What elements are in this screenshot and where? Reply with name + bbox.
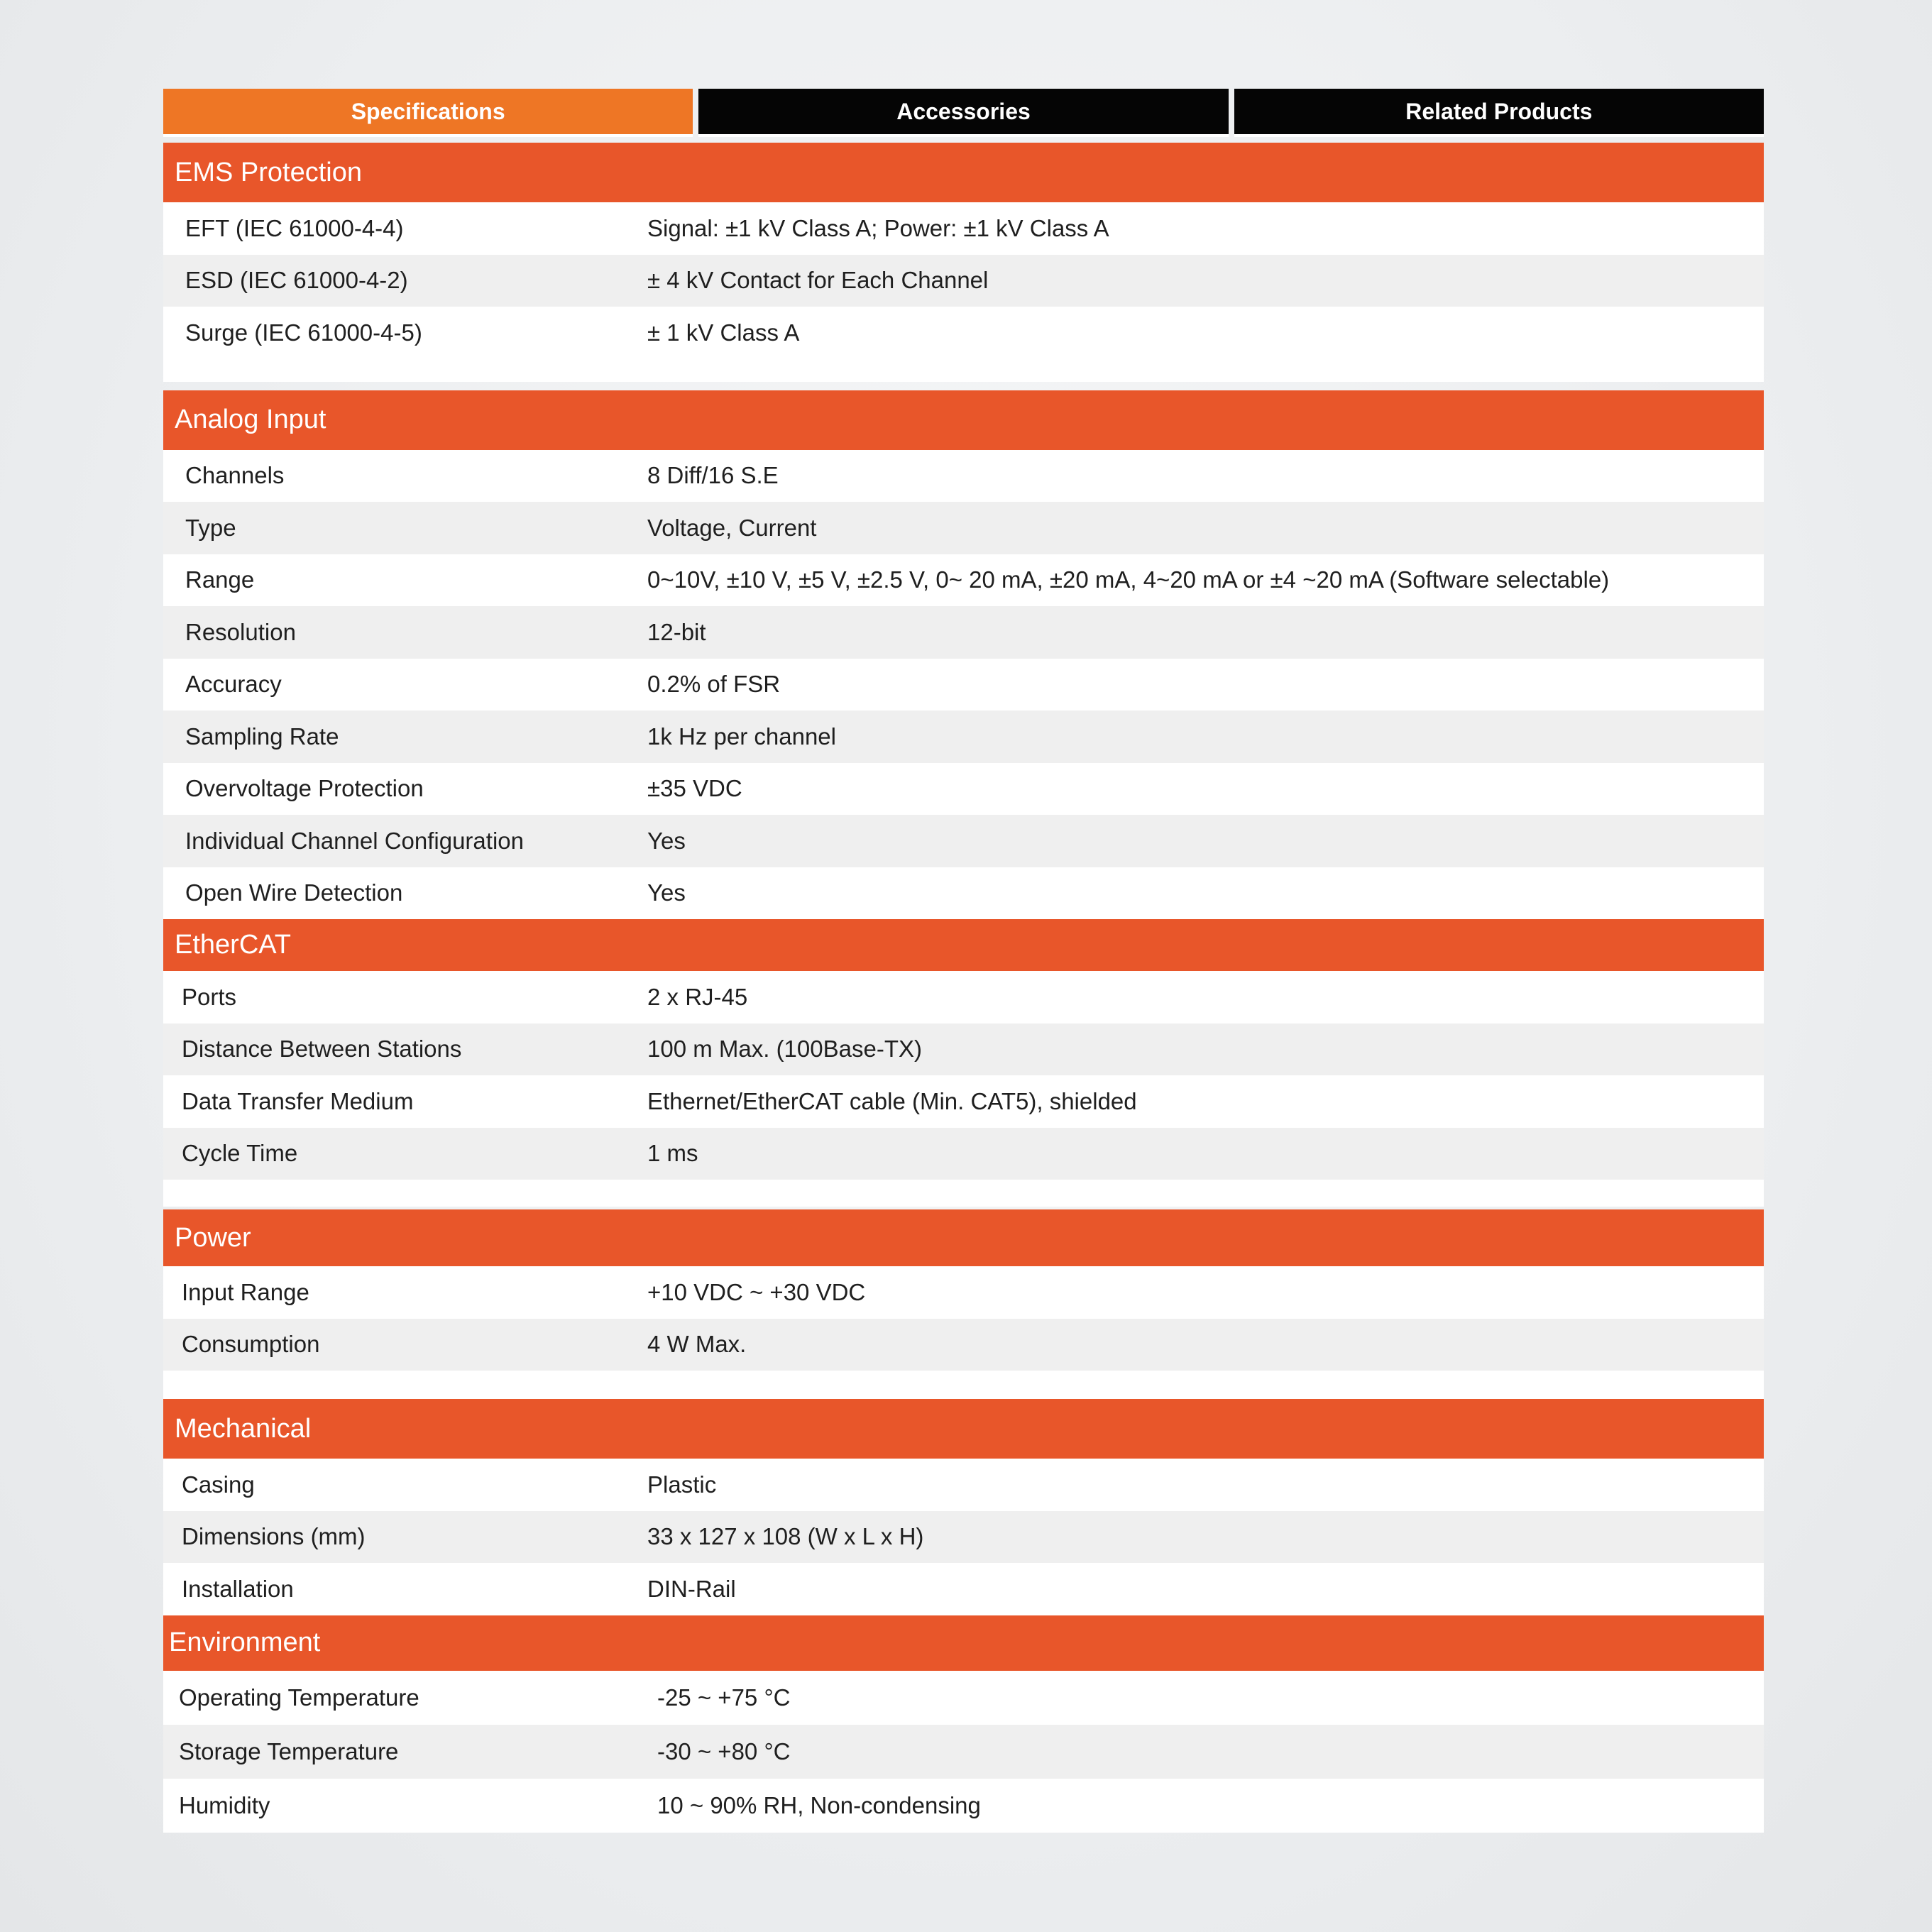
row-value: ± 1 kV Class A — [647, 319, 800, 346]
section-header-ethercat: EtherCAT — [163, 919, 1764, 971]
row-label: Sampling Rate — [185, 723, 339, 750]
row-label: Individual Channel Configuration — [185, 827, 524, 854]
table-row — [163, 659, 1764, 711]
table-row — [163, 1779, 1764, 1833]
table-row — [163, 1725, 1764, 1779]
section-header-ems-protection: EMS Protection — [163, 143, 1764, 202]
table-row — [163, 1459, 1764, 1511]
section-rows-ems-protection — [163, 202, 1764, 359]
row-value: DIN-Rail — [647, 1575, 736, 1602]
table-row — [163, 763, 1764, 816]
row-value: 1k Hz per channel — [647, 723, 836, 750]
row-label: ESD (IEC 61000-4-2) — [185, 267, 408, 294]
table-row — [163, 1128, 1764, 1180]
row-label: Data Transfer Medium — [182, 1087, 414, 1114]
row-value: 33 x 127 x 108 (W x L x H) — [647, 1523, 924, 1550]
row-value: Voltage, Current — [647, 514, 817, 541]
row-label: Input Range — [182, 1278, 309, 1305]
row-value: ± 4 kV Contact for Each Channel — [647, 267, 989, 294]
row-label: Accuracy — [185, 671, 282, 698]
row-value: Yes — [647, 879, 686, 906]
row-label: Channels — [185, 462, 285, 489]
row-value: 0~10V, ±10 V, ±5 V, ±2.5 V, 0~ 20 mA, ±20 mA, 4~20 mA or ±4 ~20 mA (Software selectable) — [647, 566, 1610, 593]
row-label: Surge (IEC 61000-4-5) — [185, 319, 422, 346]
row-value: 8 Diff/16 S.E — [647, 462, 779, 489]
section-header-power: Power — [163, 1209, 1764, 1266]
section-rows-analog-input — [163, 450, 1764, 920]
row-label: Type — [185, 514, 236, 541]
table-row — [163, 202, 1764, 255]
table-row — [163, 867, 1764, 920]
row-label: Consumption — [182, 1331, 320, 1358]
table-row — [163, 1023, 1764, 1076]
table-row — [163, 450, 1764, 503]
row-value: 100 m Max. (100Base-TX) — [647, 1036, 922, 1063]
section-header-mechanical: Mechanical — [163, 1399, 1764, 1459]
row-value: 10 ~ 90% RH, Non-condensing — [657, 1791, 981, 1818]
tab-related-products[interactable]: Related Products — [1234, 89, 1764, 137]
section-padding — [163, 1180, 1764, 1207]
row-value: ±35 VDC — [647, 775, 742, 802]
tab-accessories[interactable]: Accessories — [698, 89, 1228, 137]
table-row — [163, 1075, 1764, 1128]
section-gap — [163, 382, 1764, 390]
row-label: Resolution — [185, 618, 296, 645]
row-label: EFT (IEC 61000-4-4) — [185, 214, 404, 241]
row-value: 1 ms — [647, 1140, 698, 1167]
row-value: +10 VDC ~ +30 VDC — [647, 1278, 866, 1305]
table-row — [163, 1563, 1764, 1615]
row-value: 4 W Max. — [647, 1331, 747, 1358]
row-label: Dimensions (mm) — [182, 1523, 366, 1550]
spec-table-container — [163, 89, 1764, 1833]
row-label: Overvoltage Protection — [185, 775, 424, 802]
section-rows-power — [163, 1266, 1764, 1371]
row-value: 2 x RJ-45 — [647, 983, 748, 1010]
row-label: Humidity — [179, 1791, 270, 1818]
row-value: 0.2% of FSR — [647, 671, 781, 698]
row-label: Casing — [182, 1471, 255, 1498]
table-row — [163, 1266, 1764, 1319]
tab-specifications[interactable]: Specifications — [163, 89, 693, 137]
table-row — [163, 1511, 1764, 1564]
row-label: Ports — [182, 983, 237, 1010]
section-header-environment: Environment — [163, 1615, 1764, 1671]
table-row — [163, 1671, 1764, 1725]
row-value: 12-bit — [647, 618, 706, 645]
table-row — [163, 554, 1764, 607]
row-value: Signal: ±1 kV Class A; Power: ±1 kV Class A — [647, 214, 1109, 241]
section-padding — [163, 1371, 1764, 1399]
tab-bar — [163, 89, 1764, 137]
section-rows-mechanical — [163, 1459, 1764, 1615]
table-row — [163, 255, 1764, 307]
row-label: Operating Temperature — [179, 1684, 419, 1711]
table-row — [163, 606, 1764, 659]
row-value: Yes — [647, 827, 686, 854]
row-value: Plastic — [647, 1471, 717, 1498]
section-padding — [163, 359, 1764, 382]
row-value: -30 ~ +80 °C — [657, 1738, 791, 1764]
row-label: Installation — [182, 1575, 294, 1602]
row-label: Storage Temperature — [179, 1738, 399, 1764]
table-row — [163, 971, 1764, 1023]
row-label: Range — [185, 566, 255, 593]
table-row — [163, 307, 1764, 359]
table-row — [163, 502, 1764, 554]
table-row — [163, 1319, 1764, 1371]
row-label: Cycle Time — [182, 1140, 298, 1167]
section-header-analog-input: Analog Input — [163, 390, 1764, 450]
table-row — [163, 815, 1764, 867]
row-label: Open Wire Detection — [185, 879, 403, 906]
section-rows-environment — [163, 1671, 1764, 1833]
table-row — [163, 710, 1764, 763]
section-rows-ethercat — [163, 971, 1764, 1180]
row-value: Ethernet/EtherCAT cable (Min. CAT5), shielded — [647, 1087, 1137, 1114]
row-label: Distance Between Stations — [182, 1036, 462, 1063]
row-value: -25 ~ +75 °C — [657, 1684, 791, 1711]
